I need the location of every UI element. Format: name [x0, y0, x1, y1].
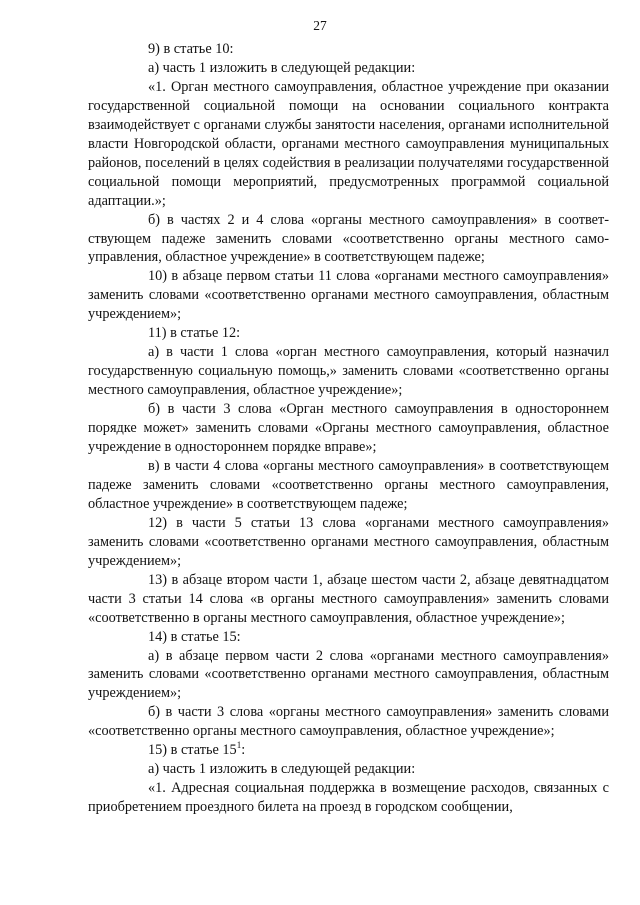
paragraph: 11) в статье 12: — [148, 325, 241, 342]
paragraph: 12) в части 5 статьи 13 слова «органами местного самоуправления» заменить словами «соответственно органами местного самоуправления, областным учреждением»; — [88, 514, 609, 569]
page-number: 27 — [313, 18, 327, 33]
paragraph: а) в части 1 слова «орган местного самоуправления, который назначил государственную социальную помощь,» заменить словами «соответственно органы местного самоуправления, областное учреждение»; — [88, 344, 609, 399]
paragraph: 13) в абзаце втором части 1, абзаце шестом части 2, абзаце девятнадцатом части 3 статьи 14 слова «в органы местного самоуправления» заменить словами «соответственно в органы местного самоуправления, областное учреждение»; — [88, 571, 609, 626]
paragraph: 14) в статье 15: — [148, 628, 241, 645]
article-15-1-superscript: 1 — [236, 740, 242, 751]
paragraph: а) часть 1 изложить в следующей редакции: — [148, 761, 416, 778]
paragraph: б) в части 3 слова «органы местного самоуправления» заменить словами «соответственно органы местного самоуправления, областное учреждение»; — [88, 704, 609, 740]
paragraph: в) в части 4 слова «органы местного самоуправления» в соответствующем падеже заменить словами «соответственно органы местного самоуправления, областное учреждение» в соответствующем падеже; — [88, 457, 609, 512]
paragraph: б) в частях 2 и 4 слова «органы местного самоуправления» в соответствующем падеже заменить словами «соответственно органы местного самоуправления, областное учреждение» в соответствующем падеже; — [88, 211, 609, 266]
article-15-1-suffix: : — [241, 742, 246, 759]
paragraph-article-15-1 — [88, 741, 609, 760]
article-15-1-prefix: 15) в статье 15 — [148, 742, 237, 759]
document-body — [88, 40, 609, 817]
paragraph: а) часть 1 изложить в следующей редакции: — [148, 59, 416, 76]
paragraph: «1. Орган местного самоуправления, областное учреждение при оказании государственной социальной помощи на основании социального контракта взаимодействует с органами службы занятости населения, органами исполнительной власти Новгородской области, органами местного самоуправления муниципальных районов, поселений в целях содействия в реализации получателями государственной социальной помощи мероприятий, предусмотренных программой социальной адаптации.»; — [88, 78, 609, 209]
paragraph: 9) в статье 10: — [148, 41, 234, 57]
paragraph: а) в абзаце первом части 2 слова «органами местного самоуправления» заменить словами «соответственно органами местного самоуправления, областным учреждением»; — [88, 647, 609, 702]
paragraph: 10) в абзаце первом статьи 11 слова «органами местного самоуправления» заменить словами «соответственно органами местного самоуправления, областным учреждением»; — [88, 268, 609, 323]
paragraph: «1. Адресная социальная поддержка в возмещение расходов, связанных с приобретением проездного билета на проезд в городском сообщении, — [88, 780, 609, 816]
paragraph: б) в части 3 слова «Орган местного самоуправления в одностороннем порядке может» заменить словами «Органы местного самоуправления, областное учреждение в одностороннем порядке вправе»; — [88, 401, 609, 456]
